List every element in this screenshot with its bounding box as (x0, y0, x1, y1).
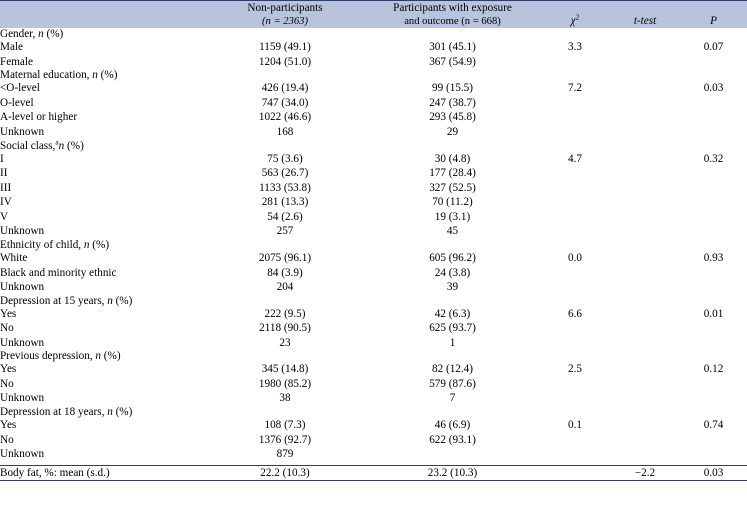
header-nonparticipants-title: Non-participants (247, 2, 323, 14)
row-p: 0.12 (703, 363, 724, 376)
row-ttest (610, 96, 680, 111)
section-title-row: Maternal education, n (%) (0, 69, 118, 82)
row-chi (540, 391, 610, 406)
row-label: White (0, 251, 28, 264)
row-nonparticipants: 1159 (49.1) (259, 41, 311, 54)
row-label: No (0, 377, 14, 390)
row-nonparticipants: 1022 (46.6) (258, 111, 312, 124)
row-p (680, 224, 747, 239)
row-chi (540, 377, 610, 392)
row-chi: 0.0 (568, 251, 582, 264)
row-p (680, 96, 747, 111)
row-participants: 45 (446, 225, 459, 238)
table-row (0, 40, 747, 55)
row-chi (540, 110, 610, 125)
table-row (0, 307, 747, 322)
table-row (0, 110, 747, 125)
table-header (0, 1, 747, 29)
row-ttest (610, 224, 680, 239)
row-ttest (610, 210, 680, 225)
row-label: III (0, 181, 12, 194)
header-chi-square (540, 1, 610, 29)
row-participants: 579 (87.6) (429, 377, 476, 390)
row-participants: 23.2 (10.3) (365, 465, 540, 481)
table-row (0, 362, 747, 377)
row-p: 0.93 (703, 251, 724, 264)
row-participants (365, 447, 540, 462)
row-ttest (610, 181, 680, 196)
row-label: V (0, 210, 9, 223)
row-label: A-level or higher (0, 111, 78, 124)
row-participants: 625 (93.7) (429, 322, 476, 335)
row-p (680, 280, 747, 295)
row-label: Black and minority ethnic (0, 266, 117, 279)
row-ttest (610, 447, 680, 462)
row-nonparticipants: 1133 (53.8) (259, 181, 311, 194)
section-title-row: Depression at 15 years, n (%) (0, 294, 133, 307)
row-nonparticipants: 879 (276, 448, 294, 461)
row-nonparticipants: 204 (276, 281, 294, 294)
row-participants: 39 (446, 281, 459, 294)
row-participants: 46 (6.9) (434, 419, 471, 432)
row-participants: 42 (6.3) (434, 307, 471, 320)
table-row (0, 266, 747, 281)
row-label: Yes (0, 307, 17, 320)
section-title-row: Depression at 18 years, n (%) (0, 406, 133, 419)
row-chi: 4.7 (568, 152, 582, 165)
row-p (680, 195, 747, 210)
table-row (0, 195, 747, 210)
row-p (680, 266, 747, 281)
row-p (680, 181, 747, 196)
header-p-value (680, 1, 747, 29)
row-chi (540, 125, 610, 140)
table-header-row (0, 1, 747, 29)
row-p (680, 336, 747, 351)
row-label: Unknown (0, 225, 45, 238)
row-ttest (610, 195, 680, 210)
table-row (0, 336, 747, 351)
row-ttest (610, 40, 680, 55)
row-p (680, 166, 747, 181)
row-nonparticipants: 563 (26.7) (261, 167, 309, 180)
row-nonparticipants: 75 (3.6) (267, 152, 303, 165)
header-participants (365, 1, 540, 29)
section-title-row: Gender, n (%) (0, 28, 64, 41)
row-label: O-level (0, 96, 34, 109)
row-p: 0.01 (703, 307, 724, 320)
row-nonparticipants: 257 (276, 225, 294, 238)
table-row (0, 447, 747, 462)
row-ttest (610, 377, 680, 392)
table-row (0, 125, 747, 140)
table-row (0, 391, 747, 406)
row-participants: 247 (38.7) (429, 96, 476, 109)
row-participants: 7 (449, 392, 456, 405)
row-chi (540, 224, 610, 239)
table-row (0, 280, 747, 295)
row-label: Unknown (0, 392, 45, 405)
row-nonparticipants: 108 (7.3) (264, 419, 306, 432)
row-participants: 293 (45.8) (429, 111, 476, 124)
row-p (680, 55, 747, 70)
table-row (0, 251, 747, 266)
row-nonparticipants: 1204 (51.0) (258, 55, 312, 68)
row-participants: 30 (4.8) (434, 152, 471, 165)
row-ttest (610, 81, 680, 96)
row-ttest (610, 152, 680, 167)
row-chi (540, 321, 610, 336)
row-p (680, 447, 747, 462)
row-label: II (0, 167, 8, 180)
row-ttest (610, 418, 680, 433)
row-p: 0.03 (680, 465, 747, 481)
row-participants: 19 (3.1) (434, 210, 471, 223)
row-nonparticipants: 22.2 (10.3) (205, 465, 365, 481)
row-label: <O-level (0, 82, 40, 95)
row-label: IV (0, 196, 12, 209)
row-p: 0.07 (703, 41, 724, 54)
header-ttest (610, 1, 680, 29)
row-p (680, 377, 747, 392)
header-participants-title: Participants with exposure (393, 2, 512, 14)
row-nonparticipants: 54 (2.6) (267, 210, 303, 223)
row-participants: 367 (54.9) (429, 55, 476, 68)
row-participants: 99 (15.5) (431, 82, 473, 95)
table-row (0, 166, 747, 181)
row-label: Unknown (0, 336, 45, 349)
row-nonparticipants: 1980 (85.2) (258, 377, 312, 390)
row-nonparticipants: 23 (279, 336, 291, 349)
row-participants: 29 (446, 126, 459, 139)
row-label: Body fat, %: mean (s.d.) (0, 465, 205, 481)
row-participants: 70 (11.2) (432, 196, 473, 209)
row-label: Unknown (0, 126, 45, 139)
row-nonparticipants: 281 (13.3) (261, 196, 309, 209)
row-ttest (610, 251, 680, 266)
table-row (0, 81, 747, 96)
table-row (0, 55, 747, 70)
row-chi (540, 210, 610, 225)
row-ttest (610, 362, 680, 377)
row-ttest (610, 307, 680, 322)
row-nonparticipants: 345 (14.8) (261, 363, 309, 376)
row-nonparticipants: 168 (276, 126, 294, 139)
row-p (680, 433, 747, 448)
header-participants-sub: and outcome (n = 668) (404, 16, 501, 27)
header-label-column (0, 1, 205, 29)
row-participants: 82 (12.4) (431, 363, 473, 376)
row-label: I (0, 152, 4, 165)
row-chi: 2.5 (568, 363, 582, 376)
row-chi (540, 181, 610, 196)
row-ttest (610, 125, 680, 140)
row-p: 0.03 (703, 82, 724, 95)
row-participants: 24 (3.8) (434, 266, 471, 279)
row-chi (540, 336, 610, 351)
row-nonparticipants: 1376 (92.7) (258, 433, 312, 446)
row-label: No (0, 322, 14, 335)
table-row (0, 224, 747, 239)
table-row (0, 181, 747, 196)
row-ttest: −2.2 (610, 465, 680, 481)
row-chi: 3.3 (568, 41, 582, 54)
row-label: Unknown (0, 448, 45, 461)
row-ttest (610, 266, 680, 281)
row-chi (540, 433, 610, 448)
row-nonparticipants: 2118 (90.5) (259, 322, 311, 335)
row-p (680, 125, 747, 140)
row-participants: 622 (93.1) (429, 433, 476, 446)
row-p (680, 110, 747, 125)
row-chi (540, 465, 610, 481)
row-ttest (610, 166, 680, 181)
row-label: Yes (0, 363, 17, 376)
table-row (0, 418, 747, 433)
row-p: 0.74 (703, 419, 724, 432)
header-p-label: P (710, 15, 717, 28)
header-nonparticipants-sub: (n = 2363) (262, 16, 308, 27)
row-ttest (610, 55, 680, 70)
row-label: Male (0, 41, 23, 54)
section-title-row: Ethnicity of child, n (%) (0, 238, 110, 251)
row-ttest (610, 391, 680, 406)
table-row (0, 321, 747, 336)
row-ttest (610, 433, 680, 448)
row-nonparticipants: 222 (9.5) (264, 307, 306, 320)
table-row (0, 210, 747, 225)
table-row (0, 96, 747, 111)
table-body (0, 28, 747, 481)
row-participants: 327 (52.5) (429, 181, 476, 194)
row-chi (540, 55, 610, 70)
row-p (680, 210, 747, 225)
header-chi-symbol: χ (570, 15, 576, 28)
row-chi (540, 166, 610, 181)
table-row-body-fat (0, 465, 747, 481)
row-nonparticipants: 84 (3.9) (267, 266, 303, 279)
row-chi (540, 447, 610, 462)
header-nonparticipants (205, 1, 365, 29)
row-nonparticipants: 38 (279, 392, 291, 405)
row-p: 0.32 (703, 152, 724, 165)
row-participants: 605 (96.2) (429, 251, 476, 264)
row-chi (540, 96, 610, 111)
row-label: No (0, 433, 14, 446)
row-ttest (610, 280, 680, 295)
row-chi (540, 195, 610, 210)
row-ttest (610, 321, 680, 336)
table-row (0, 377, 747, 392)
row-participants: 301 (45.1) (429, 41, 476, 54)
row-chi (540, 280, 610, 295)
row-label: Unknown (0, 281, 45, 294)
row-chi: 7.2 (568, 82, 582, 95)
row-p (680, 391, 747, 406)
section-title-row: Previous depression, n (%) (0, 350, 121, 363)
table-row (0, 152, 747, 167)
section-title-row: Social class,$^a$n (%) (0, 136, 84, 152)
row-label: Female (0, 55, 33, 68)
row-nonparticipants: 2075 (96.1) (258, 251, 312, 264)
header-chi-superscript: 2 (575, 12, 580, 22)
row-nonparticipants: 747 (34.0) (261, 96, 309, 109)
row-participants: 1 (449, 336, 456, 349)
table-row (0, 433, 747, 448)
row-p (680, 321, 747, 336)
row-chi: 0.1 (568, 419, 582, 432)
row-ttest (610, 110, 680, 125)
header-ttest-label: t-test (633, 15, 657, 28)
row-ttest (610, 336, 680, 351)
row-chi: 6.6 (568, 307, 582, 320)
row-chi (540, 266, 610, 281)
row-label: Yes (0, 419, 17, 432)
row-nonparticipants: 426 (19.4) (261, 82, 309, 95)
row-participants: 177 (28.4) (429, 167, 476, 180)
